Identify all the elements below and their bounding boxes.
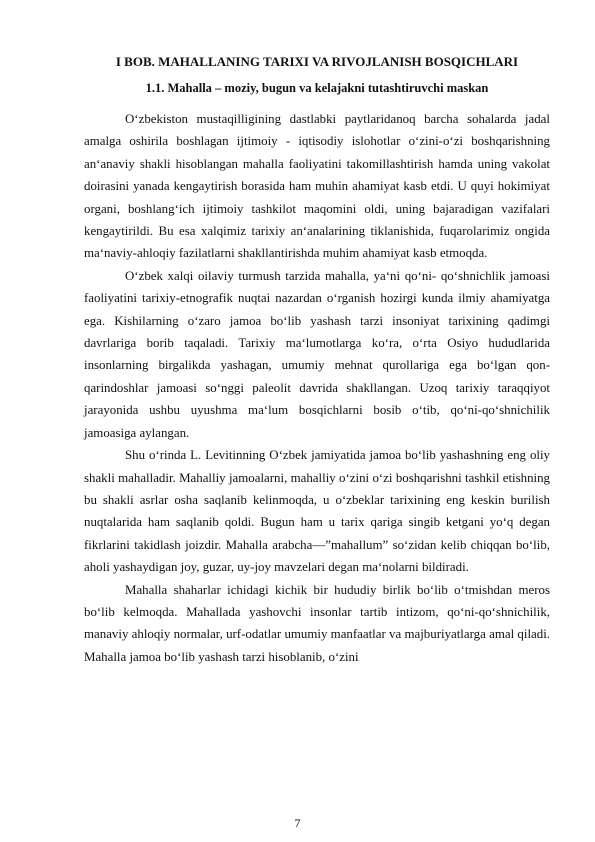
chapter-title: I BOB. MAHALLANING TARIXI VA RIVOJLANISH BOSQICHLARI (115, 54, 519, 69)
section-title: 1.1. Mahalla – moziy, bugun va kelajakni tutashtiruvchi maskan (145, 81, 489, 95)
paragraph-1: O‘zbekiston mustaqilligining dastlabki paytlaridanoq barcha sohalarda jadal amalga oshirila boshlagan ijtimoiy - iqtisodiy islohotlar o‘zini-o‘zi boshqarishning an‘anaviy shakli hisoblangan mahalla faoliyatini takomillashtirish hamda uning vakolat doirasini yanada kengaytirish borasida ham muhin ahamiyat kasb etdi. U quyi hokimiyat organi, boshlang‘ich ijtimoiy tashkilot maqomini oldi, uning bajaradigan vazifalari kengaytirildi. Bu esa xalqimiz tarixiy an‘analarining tiklanishida, fuqarolarimiz ongida ma‘naviy-ahloqiy fazilatlarni shakllantirishda muhim ahamiyat kasb etmoqda. (84, 112, 550, 261)
paragraph-2: O‘zbek xalqi oilaviy turmush tarzida mahalla, ya‘ni qo‘ni- qo‘shnichlik jamoasi faoliyatini tarixiy-etnografik nuqtai nazardan o‘rganish hozirgi kunda ilmiy ahamiyatga ega. Kishilarning o‘zaro jamoa bo‘lib yashash tarzi insoniyat tarixining qadimgi davrlariga borib taqaladi. Tarixiy ma‘lumotlarga ko‘ra, o‘rta Osiyo hududlarida insonlarning birgalikda yashagan, umumiy mehnat qurollariga ega bo‘lgan qon-qarindoshlar jamoasi so‘nggi paleolit davrida shakllangan. Uzoq tarixiy taraqqiyot jarayonida ushbu uyushma ma‘lum bosqichlarni bosib o‘tib, qo‘ni-qo‘shnichilik jamoasiga aylangan. (84, 268, 550, 440)
paragraph-3: Shu o‘rinda L. Levitinning O‘zbek jamiyatida jamoa bo‘lib yashashning eng oliy shakli mahalladir. Mahalliy jamoalarni, mahalliy o‘zini o‘zi boshqarishni tashkil etishning bu shakli asrlar osha saqlanib kelinmoqda, u o‘zbeklar tarixining eng keskin burilish nuqtalarida ham saqlanib qoldi. Bugun ham u tarix qariga singib ketgani yo‘q degan fikrlarini takidlash joizdir. Mahalla arabcha—”mahallum” so‘zidan kelib chiqqan bo‘lib, aholi yashaydigan joy, guzar, uy-joy mavzelari degan ma‘nolarni bildiradi. (84, 448, 550, 575)
page-number: 7 (294, 816, 301, 830)
paragraph-4: Mahalla shaharlar ichidagi kichik bir hududiy birlik bo‘lib o‘tmishdan meros bo‘lib kelmoqda. Mahallada yashovchi insonlar tartib intizom, qo‘ni-qo‘shnichilik, manaviy ahloqiy normalar, urf-odatlar umumiy manfaatlar va majburiyatlarga amal qiladi. Mahalla jamoa bo‘lib yashash tarzi hisoblanib, o‘zini (84, 582, 550, 664)
body-text (84, 108, 550, 668)
